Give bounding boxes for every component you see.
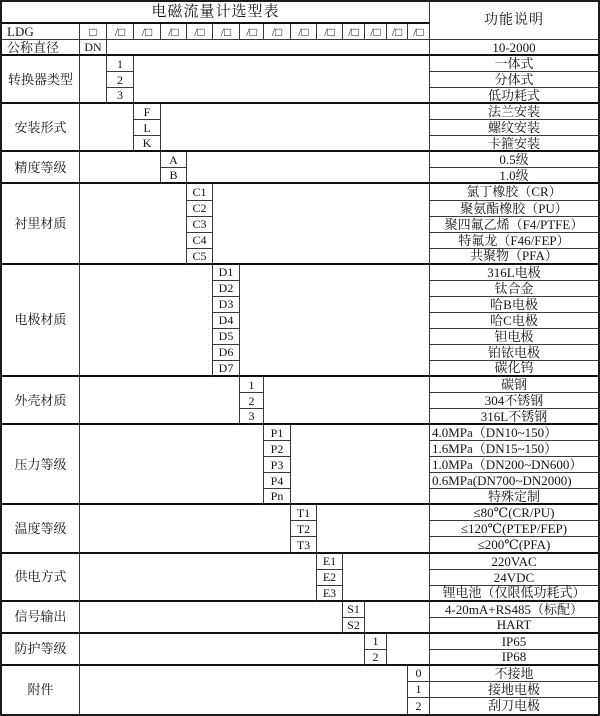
function-column-header: 功能说明 bbox=[430, 2, 598, 40]
option-desc-cell: 不接地 bbox=[430, 666, 598, 682]
model-slash-box-cell: /□ bbox=[213, 24, 240, 40]
dn-desc-cell: 10-2000 bbox=[430, 40, 598, 56]
category-label: 附件 bbox=[2, 666, 80, 714]
option-code-cell: S1 bbox=[343, 602, 365, 618]
option-desc-cell: 特氟龙（F46/FEP） bbox=[430, 233, 598, 249]
empty-cell bbox=[80, 184, 187, 264]
option-desc-cell: HART bbox=[430, 618, 598, 634]
empty-cell bbox=[80, 56, 107, 104]
option-desc-cell: 卡箍安装 bbox=[430, 136, 598, 152]
category-label: 安装形式 bbox=[2, 104, 80, 152]
model-slash-box-cell: /□ bbox=[408, 24, 430, 40]
empty-cell bbox=[80, 666, 408, 714]
option-desc-cell: 聚氨酯橡胶（PU） bbox=[430, 201, 598, 217]
option-code-cell: P1 bbox=[264, 425, 291, 441]
option-desc-cell: 316L不锈钢 bbox=[430, 409, 598, 425]
option-code-cell: C4 bbox=[187, 233, 213, 249]
option-code-cell: C3 bbox=[187, 217, 213, 233]
category-label: 防护等级 bbox=[2, 634, 80, 666]
option-code-cell: B bbox=[161, 168, 187, 184]
model-slash-box-cell: /□ bbox=[291, 24, 317, 40]
model-slash-box-cell: /□ bbox=[240, 24, 264, 40]
option-code-cell: D7 bbox=[213, 361, 240, 377]
option-code-cell: T1 bbox=[291, 505, 317, 521]
option-desc-cell: 一体式 bbox=[430, 56, 598, 72]
model-prefix-label: LDG bbox=[2, 24, 80, 40]
option-code-cell: 1 bbox=[365, 634, 387, 650]
option-desc-cell: 共聚物（PFA） bbox=[430, 249, 598, 265]
option-code-cell: P4 bbox=[264, 473, 291, 489]
option-code-cell: C2 bbox=[187, 201, 213, 217]
category-label: 衬里材质 bbox=[2, 184, 80, 264]
option-desc-cell: ≤120℃(PTEP/FEP) bbox=[430, 521, 598, 537]
option-code-cell: E1 bbox=[317, 554, 343, 570]
option-code-cell: D3 bbox=[213, 297, 240, 313]
option-desc-cell: IP65 bbox=[430, 634, 598, 650]
option-code-cell: 3 bbox=[107, 88, 134, 104]
option-code-cell: C1 bbox=[187, 184, 213, 200]
option-code-cell: D1 bbox=[213, 265, 240, 281]
option-code-cell: E2 bbox=[317, 570, 343, 586]
empty-cell bbox=[161, 104, 430, 152]
model-slash-box-cell: /□ bbox=[107, 24, 134, 40]
dn-label: 公称直径 bbox=[2, 40, 80, 56]
option-code-cell: K bbox=[134, 136, 161, 152]
option-desc-cell: 1.0级 bbox=[430, 168, 598, 184]
option-code-cell: D5 bbox=[213, 329, 240, 345]
model-slash-box-cell: /□ bbox=[387, 24, 408, 40]
option-desc-cell: 碳化钨 bbox=[430, 361, 598, 377]
option-desc-cell: 特殊定制 bbox=[430, 489, 598, 505]
dn-code-cell: DN bbox=[80, 40, 107, 56]
empty-cell bbox=[134, 56, 430, 104]
option-code-cell: 0 bbox=[408, 666, 430, 682]
empty-cell bbox=[291, 425, 430, 505]
model-slash-box-cell: /□ bbox=[317, 24, 343, 40]
option-code-cell: 3 bbox=[240, 409, 264, 425]
empty-cell bbox=[80, 602, 343, 634]
option-desc-cell: ≤200℃(PFA) bbox=[430, 537, 598, 553]
option-desc-cell: 0.5级 bbox=[430, 152, 598, 168]
option-desc-cell: IP68 bbox=[430, 650, 598, 666]
option-desc-cell: 4-20mA+RS485（标配） bbox=[430, 602, 598, 618]
option-code-cell: C5 bbox=[187, 249, 213, 265]
empty-cell bbox=[317, 505, 430, 553]
category-label: 转换器类型 bbox=[2, 56, 80, 104]
option-desc-cell: 螺纹安装 bbox=[430, 120, 598, 136]
option-desc-cell: 氯丁橡胶（CR） bbox=[430, 184, 598, 200]
option-code-cell: 2 bbox=[408, 698, 430, 714]
empty-cell bbox=[264, 377, 430, 425]
option-desc-cell: 1.0MPa（DN200~DN600） bbox=[430, 457, 598, 473]
empty-cell bbox=[80, 377, 240, 425]
category-label: 外壳材质 bbox=[2, 377, 80, 425]
option-code-cell: D6 bbox=[213, 345, 240, 361]
option-code-cell: P2 bbox=[264, 441, 291, 457]
option-code-cell: 1 bbox=[107, 56, 134, 72]
option-desc-cell: ≤80℃(CR/PU) bbox=[430, 505, 598, 521]
option-desc-cell: 哈C电极 bbox=[430, 313, 598, 329]
option-desc-cell: 低功耗式 bbox=[430, 88, 598, 104]
option-desc-cell: 304不锈钢 bbox=[430, 393, 598, 409]
model-slash-box-cell: /□ bbox=[187, 24, 213, 40]
category-label: 供电方式 bbox=[2, 554, 80, 602]
option-desc-cell: 0.6MPa(DN700~DN2000) bbox=[430, 473, 598, 489]
option-desc-cell: 316L电极 bbox=[430, 265, 598, 281]
option-desc-cell: 4.0MPa（DN10~150） bbox=[430, 425, 598, 441]
option-desc-cell: 刮刀电极 bbox=[487, 698, 540, 714]
empty-cell bbox=[107, 40, 430, 56]
option-desc-cell: 接地电极 bbox=[430, 682, 598, 698]
option-code-cell: 1 bbox=[408, 682, 430, 698]
empty-cell bbox=[80, 554, 317, 602]
empty-cell bbox=[80, 425, 264, 505]
option-desc-cell: 钛合金 bbox=[430, 281, 598, 297]
model-slash-box-cell: /□ bbox=[365, 24, 387, 40]
option-code-cell: 2 bbox=[240, 393, 264, 409]
empty-cell bbox=[80, 152, 161, 184]
category-label: 信号输出 bbox=[2, 602, 80, 634]
option-code-cell: D2 bbox=[213, 281, 240, 297]
option-code-cell: 1 bbox=[240, 377, 264, 393]
option-code-cell: S2 bbox=[343, 618, 365, 634]
option-desc-cell: 锂电池（仅限低功耗式） bbox=[430, 586, 598, 602]
option-code-cell: 2 bbox=[107, 72, 134, 88]
option-code-cell: P3 bbox=[264, 457, 291, 473]
category-label: 电极材质 bbox=[2, 265, 80, 377]
model-slash-box-cell: /□ bbox=[343, 24, 365, 40]
empty-cell bbox=[343, 554, 430, 602]
option-desc-cell: 哈B电极 bbox=[430, 297, 598, 313]
option-code-cell: T3 bbox=[291, 537, 317, 553]
option-desc-cell: 法兰安装 bbox=[430, 104, 598, 120]
option-code-cell: Pn bbox=[264, 489, 291, 505]
option-code-cell: E3 bbox=[317, 586, 343, 602]
option-desc-cell: 铂铱电极 bbox=[430, 345, 598, 361]
option-code-cell: A bbox=[161, 152, 187, 168]
model-slash-box-cell: /□ bbox=[161, 24, 187, 40]
empty-cell bbox=[80, 104, 134, 152]
empty-cell bbox=[365, 602, 430, 634]
empty-cell bbox=[387, 634, 430, 666]
option-desc-cell: 1.6MPa（DN15~150） bbox=[430, 441, 598, 457]
option-desc-cell: 聚四氟乙烯（F4/PTFE） bbox=[430, 217, 598, 233]
category-label: 精度等级 bbox=[2, 152, 80, 184]
option-code-cell: 2 bbox=[365, 650, 387, 666]
empty-cell bbox=[80, 265, 213, 377]
option-desc-cell: 钽电极 bbox=[430, 329, 598, 345]
option-code-cell: T2 bbox=[291, 521, 317, 537]
empty-cell bbox=[187, 152, 430, 184]
model-slash-box-cell: /□ bbox=[134, 24, 161, 40]
option-code-cell: L bbox=[134, 120, 161, 136]
empty-cell bbox=[240, 265, 430, 377]
option-code-cell: D4 bbox=[213, 313, 240, 329]
empty-cell bbox=[80, 505, 291, 553]
model-box-cell: □ bbox=[80, 24, 107, 40]
option-code-cell: F bbox=[134, 104, 161, 120]
option-desc-cell: 分体式 bbox=[430, 72, 598, 88]
option-desc-cell: 220VAC bbox=[430, 554, 598, 570]
empty-cell bbox=[80, 634, 365, 666]
option-desc-cell: 碳钢 bbox=[430, 377, 598, 393]
category-label: 温度等级 bbox=[2, 505, 80, 553]
model-slash-box-cell: /□ bbox=[264, 24, 291, 40]
table-title: 电磁流量计选型表 bbox=[2, 2, 430, 24]
empty-cell bbox=[213, 184, 430, 264]
option-desc-cell: 24VDC bbox=[430, 570, 598, 586]
category-label: 压力等级 bbox=[2, 425, 80, 505]
